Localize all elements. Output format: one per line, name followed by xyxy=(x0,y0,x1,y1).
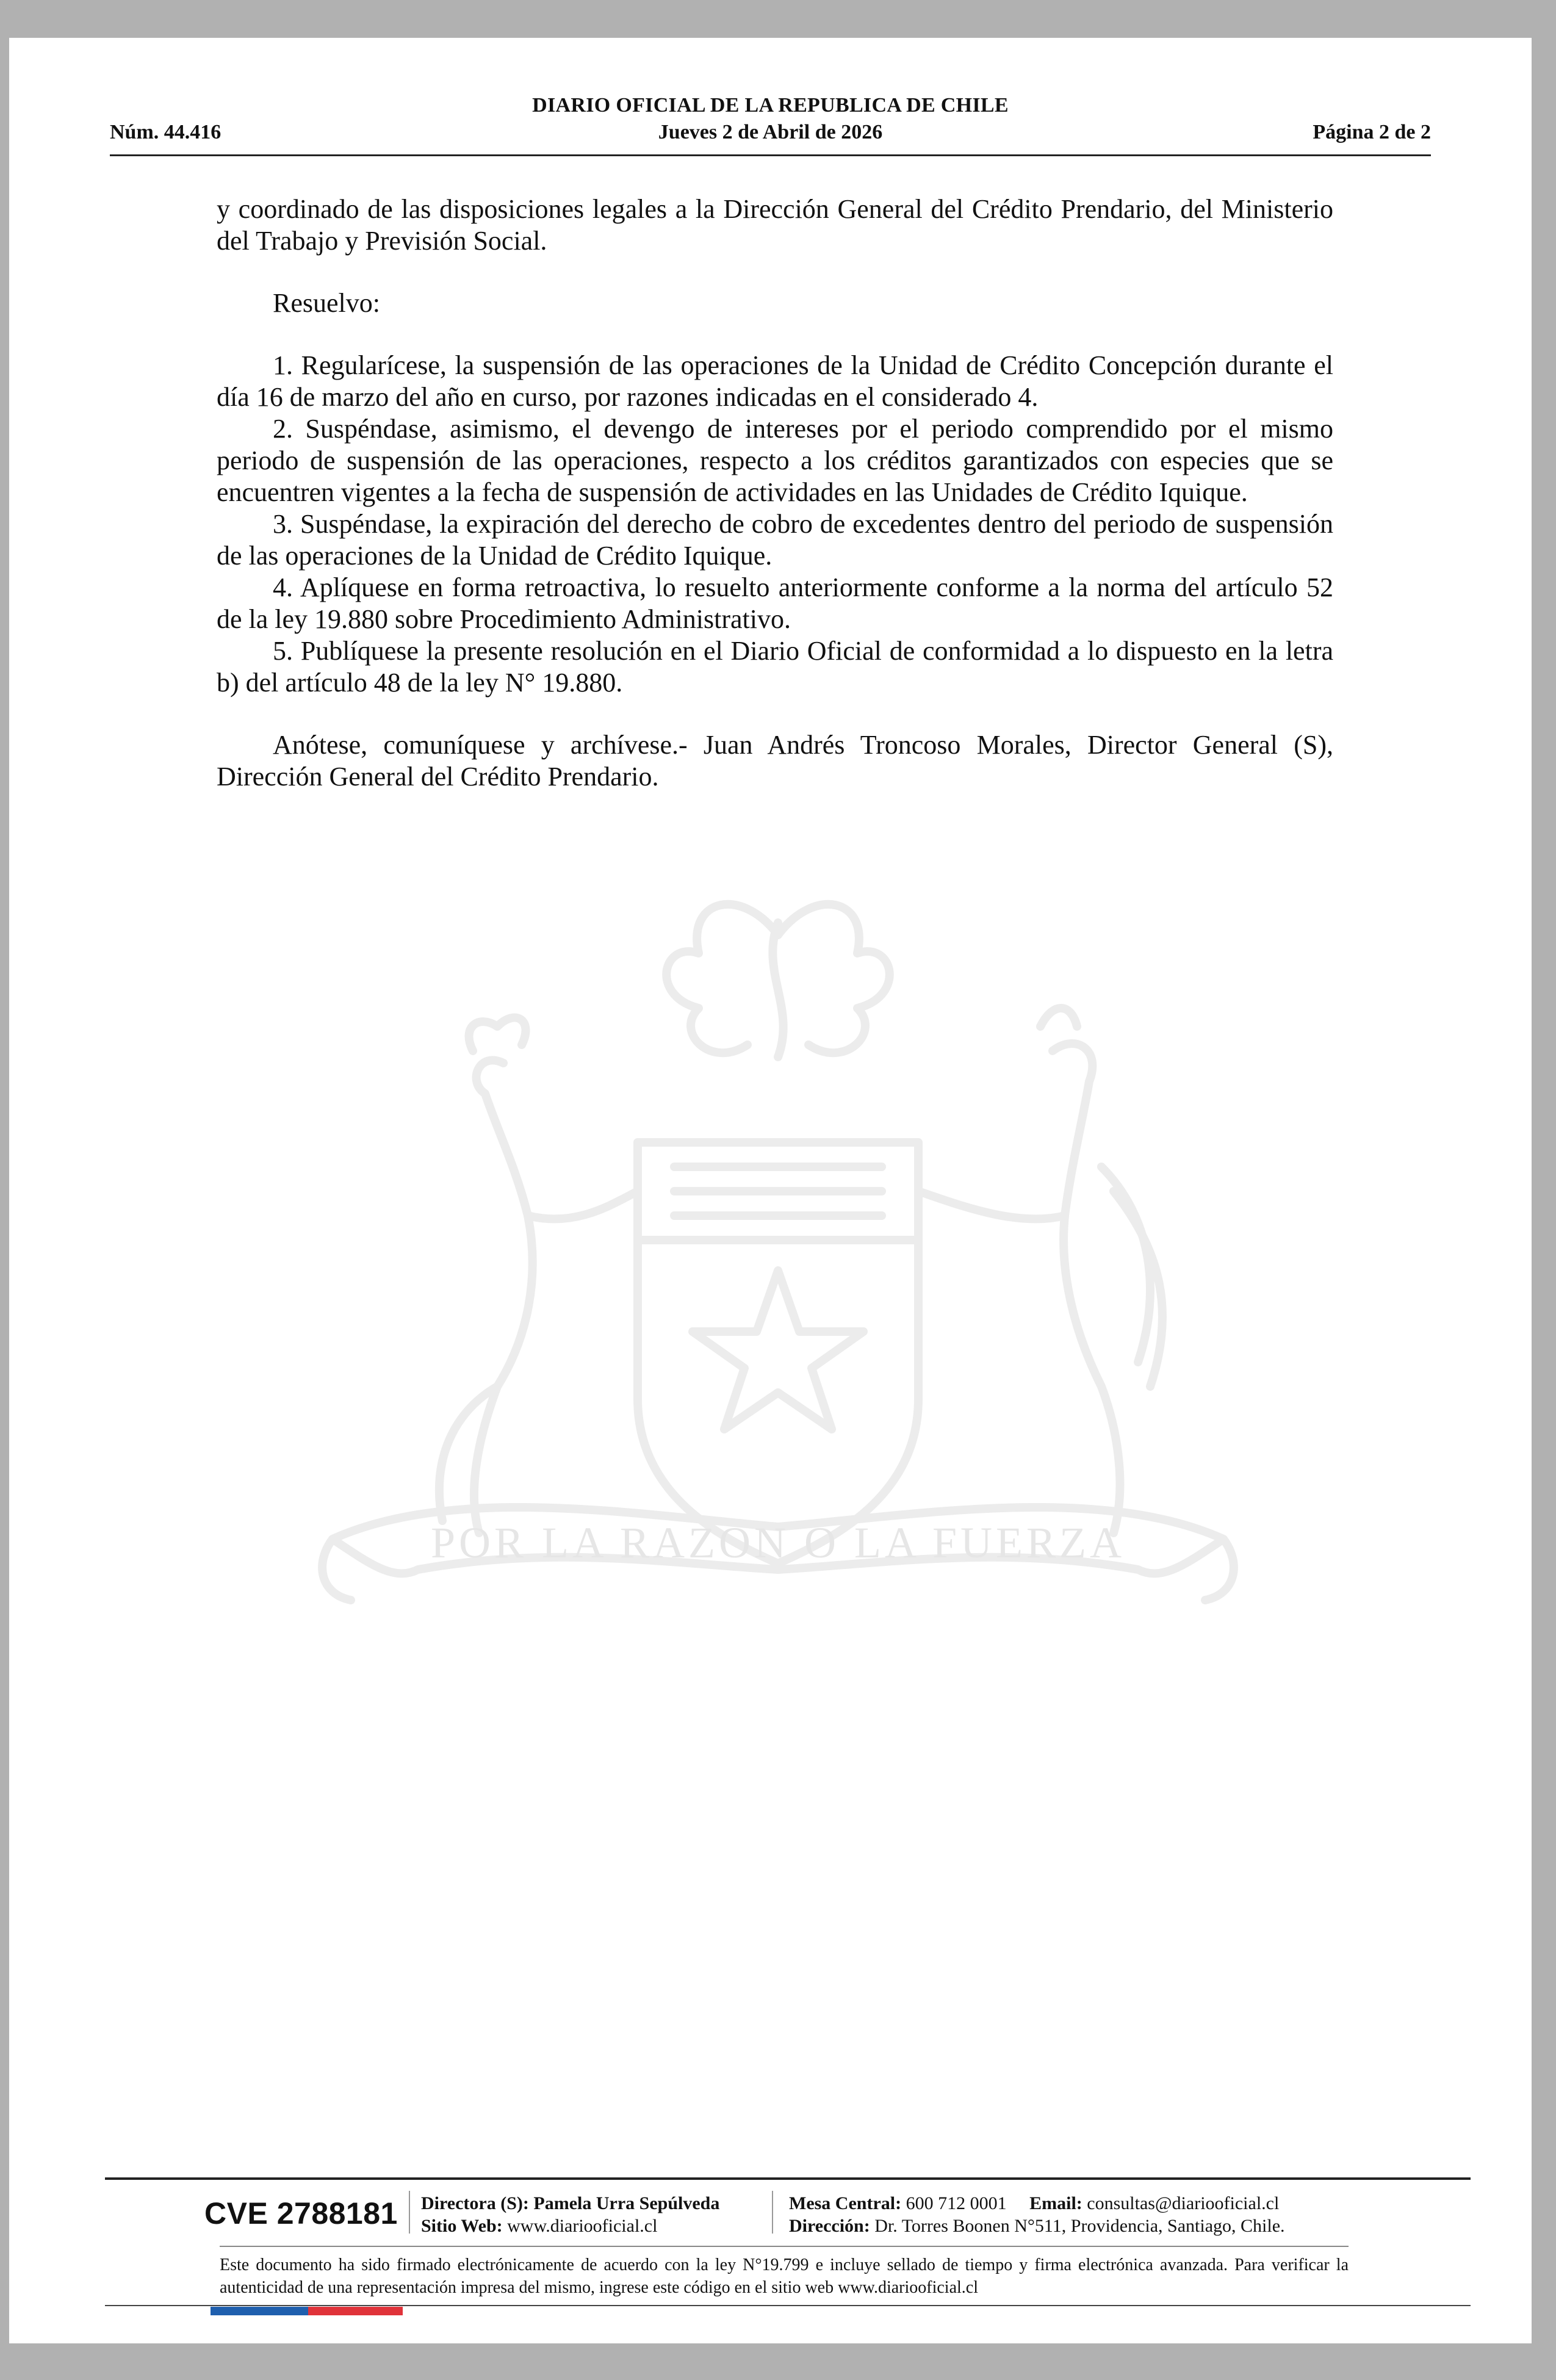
email-link[interactable]: consultas@diariooficial.cl xyxy=(1087,2193,1280,2213)
email-label: Email: xyxy=(1029,2193,1082,2213)
page-indicator: Página 2 de 2 xyxy=(1313,121,1431,143)
footer-separator xyxy=(772,2191,773,2234)
director-name: Pamela Urra Sepúlveda xyxy=(533,2193,720,2213)
contact-info xyxy=(789,2192,1285,2237)
cve-code: CVE 2788181 xyxy=(204,2196,398,2230)
legal-notice: Este documento ha sido firmado electrónicamente de acuerdo con la ley N°19.799 e incluye sellado de tiempo y firma electrónica avanzada. Para verificar la autenticidad de una representación impresa del mismo, ingrese este código en el sitio web www.diariooficial.cl xyxy=(220,2256,1349,2297)
intro-paragraph: y coordinado de las disposiciones legales a la Dirección General del Crédito Prendario, del Ministerio del Trabajo y Previsión Social. xyxy=(217,194,1333,256)
closing-paragraph: Anótese, comuníquese y archívese.- Juan Andrés Troncoso Morales, Director General (S), Dirección General del Crédito Prendario. xyxy=(217,730,1333,792)
header-divider xyxy=(110,154,1431,156)
director-info xyxy=(421,2192,719,2237)
website-label: Sitio Web: xyxy=(421,2216,503,2236)
resolution-item-5: 5. Publíquese la presente resolución en el Diario Oficial de conformidad a lo dispuesto en la letra b) del artículo 48 de la ley N° 19.880. xyxy=(217,636,1333,698)
footer-divider-top xyxy=(105,2177,1471,2180)
newspaper-title: DIARIO OFICIAL DE LA REPUBLICA DE CHILE xyxy=(532,94,1009,117)
coat-of-arms-watermark xyxy=(211,849,1345,1716)
website-link[interactable]: www.diariooficial.cl xyxy=(507,2216,658,2236)
footer-separator xyxy=(409,2191,410,2234)
document-body xyxy=(217,193,1333,793)
resolution-item-1: 1. Regularícese, la suspensión de las operaciones de la Unidad de Crédito Concepción durante el día 16 de marzo del año en curso, por razones indicadas en el considerado 4. xyxy=(217,350,1333,412)
resuelvo-heading: Resuelvo: xyxy=(273,288,380,318)
address-value: Dr. Torres Boonen N°511, Providencia, Santiago, Chile. xyxy=(874,2216,1285,2236)
issue-date: Jueves 2 de Abril de 2026 xyxy=(658,121,883,143)
address-label: Dirección: xyxy=(789,2216,870,2236)
document-page xyxy=(9,38,1532,2343)
issue-number: Núm. 44.416 xyxy=(110,121,222,143)
resolution-item-3: 3. Suspéndase, la expiración del derecho de cobro de excedentes dentro del periodo de suspensión de las operaciones de la Unidad de Crédito Iquique. xyxy=(217,509,1333,571)
mesa-central-phone: 600 712 0001 xyxy=(906,2193,1007,2213)
flag-stripe-red xyxy=(308,2307,403,2315)
flag-stripe-blue xyxy=(211,2307,308,2315)
mesa-central-label: Mesa Central: xyxy=(789,2193,902,2213)
header-row xyxy=(110,121,1431,144)
crest-motto: POR LA RAZON O LA FUERZA xyxy=(430,1518,1126,1567)
footer-divider-middle xyxy=(220,2246,1349,2247)
footer-divider-bottom xyxy=(105,2305,1471,2306)
director-label: Directora (S): xyxy=(421,2193,529,2213)
resolution-item-2: 2. Suspéndase, asimismo, el devengo de intereses por el periodo comprendido por el mismo periodo de suspensión de las operaciones, respecto a los créditos garantizados con especies que se encuentren vigentes a la fecha de suspensión de actividades en las Unidades de Crédito Iquique. xyxy=(217,414,1333,507)
resolution-item-4: 4. Aplíquese en forma retroactiva, lo resuelto anteriormente conforme a la norma del artículo 52 de la ley 19.880 sobre Procedimiento Administrativo. xyxy=(217,572,1333,634)
